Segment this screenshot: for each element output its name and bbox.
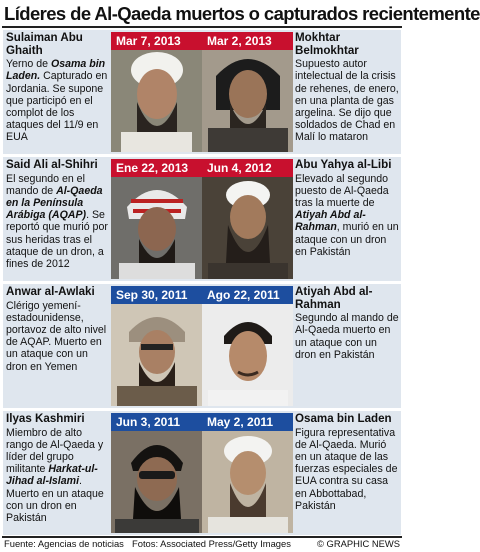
date-badge: Mar 2, 2013 (202, 32, 293, 50)
description-text: Elevado al segundo puesto de Al-Qaeda tras la muerte de (295, 172, 389, 209)
description-text: Capturado en Jordania. Se supone que participó en el complot de los ataques del 11/9 en EUA (6, 70, 108, 144)
portrait-image (111, 286, 202, 406)
date-badge: Mar 7, 2013 (111, 32, 202, 50)
source-note: Fuente: Agencias de noticias (4, 538, 124, 549)
date-badge: Sep 30, 2011 (111, 286, 202, 304)
portrait-image (111, 32, 202, 152)
leader-info-right (295, 413, 399, 533)
leader-row (3, 157, 401, 281)
leader-description (295, 58, 399, 143)
leader-info-right (295, 159, 399, 279)
portrait-image (202, 32, 293, 152)
leader-photo (202, 413, 293, 533)
description-text: Clérigo yemení-estadounidense, portavoz de alto nivel de AQAP. Muerto en un ataque con un dron en Yemen (6, 299, 107, 373)
footer (4, 538, 400, 552)
date-badge: Ago 22, 2011 (202, 286, 293, 304)
leader-description (6, 58, 107, 143)
description-text: , murió en un ataque con un dron en Pakistán (295, 221, 399, 258)
description-emphasis: Harkat-ul-Jihad al-Islami (6, 463, 98, 488)
date-badge: Ene 22, 2013 (111, 159, 202, 177)
description-text: El segundo en el mando de (6, 172, 85, 197)
date-badge: May 2, 2011 (202, 413, 293, 431)
portrait-image (111, 413, 202, 533)
description-emphasis: Al-Qaeda en la Península Arábiga (AQAP) (6, 184, 103, 222)
leader-name: Said Ali al-Shihri (6, 158, 98, 171)
description-emphasis: Osama bin Laden. (6, 58, 106, 83)
leader-description (6, 427, 104, 524)
portrait-image (202, 286, 293, 406)
leader-name: Sulaiman Abu Ghaith (6, 31, 83, 57)
leaders-grid (3, 30, 401, 536)
publisher-credit: © GRAPHIC NEWS (317, 538, 400, 549)
leader-info-left (6, 413, 110, 533)
description-text: . Muerto en un ataque con un dron en Pakistán (6, 475, 104, 525)
leader-name: Ilyas Kashmiri (6, 412, 85, 425)
leader-photo (111, 286, 202, 406)
portrait-image (111, 159, 202, 279)
portrait-image (202, 413, 293, 533)
description-text: Supuesto autor intelectual de la crisis de rehenes, de enero, en una planta de gas argelina. Se dijo que soldados de Chad en Malí lo mataron (295, 58, 399, 144)
leader-photo (111, 32, 202, 152)
leader-name: Anwar al-Awlaki (6, 285, 95, 298)
page-title: Líderes de Al-Qaeda muertos o capturados recientemente (4, 3, 480, 24)
title-rule (2, 26, 402, 28)
leader-info-left (6, 286, 110, 406)
description-text: Segundo al mando de Al-Qaeda muerto en un ataque con un dron en Pakistán (295, 312, 399, 361)
photo-credit: Fotos: Associated Press/Getty Images (132, 538, 291, 549)
description-text: Figura representativa de Al-Qaeda. Murió en un ataque de las fuerzas especiales de EUA contra su casa en Abbottabad, Pakistán (295, 426, 398, 512)
leader-description (6, 173, 108, 270)
portrait-image (202, 159, 293, 279)
leader-row (3, 411, 401, 535)
leader-description (295, 312, 399, 361)
leader-name: Atiyah Abd al-Rahman (295, 285, 373, 311)
leader-photo (202, 32, 293, 152)
description-text: . Se reportó que murió por sus heridas tras el ataque de un dron, a fines de 2012 (6, 209, 108, 271)
date-badge: Jun 3, 2011 (111, 413, 202, 431)
leader-row (3, 284, 401, 408)
description-text: Miembro de alto rango de Al-Qaeda y líder del grupo militante (6, 426, 104, 476)
leader-name: Osama bin Laden (295, 412, 392, 425)
leader-info-right (295, 286, 399, 406)
leader-info-left (6, 32, 110, 152)
leader-info-left (6, 159, 110, 279)
leader-photo (202, 159, 293, 279)
leader-name: Mokhtar Belmokhtar (295, 31, 359, 57)
leader-description (295, 173, 399, 258)
leader-description (6, 300, 106, 373)
leader-description (295, 427, 397, 512)
leader-photo (111, 159, 202, 279)
description-emphasis: Atiyah Abd al-Rahman (295, 209, 366, 234)
leader-row (3, 30, 401, 154)
date-badge: Jun 4, 2012 (202, 159, 293, 177)
leader-photo (202, 286, 293, 406)
leader-name: Abu Yahya al-Libi (295, 158, 392, 171)
leader-photo (111, 413, 202, 533)
description-text: Yerno de (6, 58, 51, 71)
leader-info-right (295, 32, 399, 152)
